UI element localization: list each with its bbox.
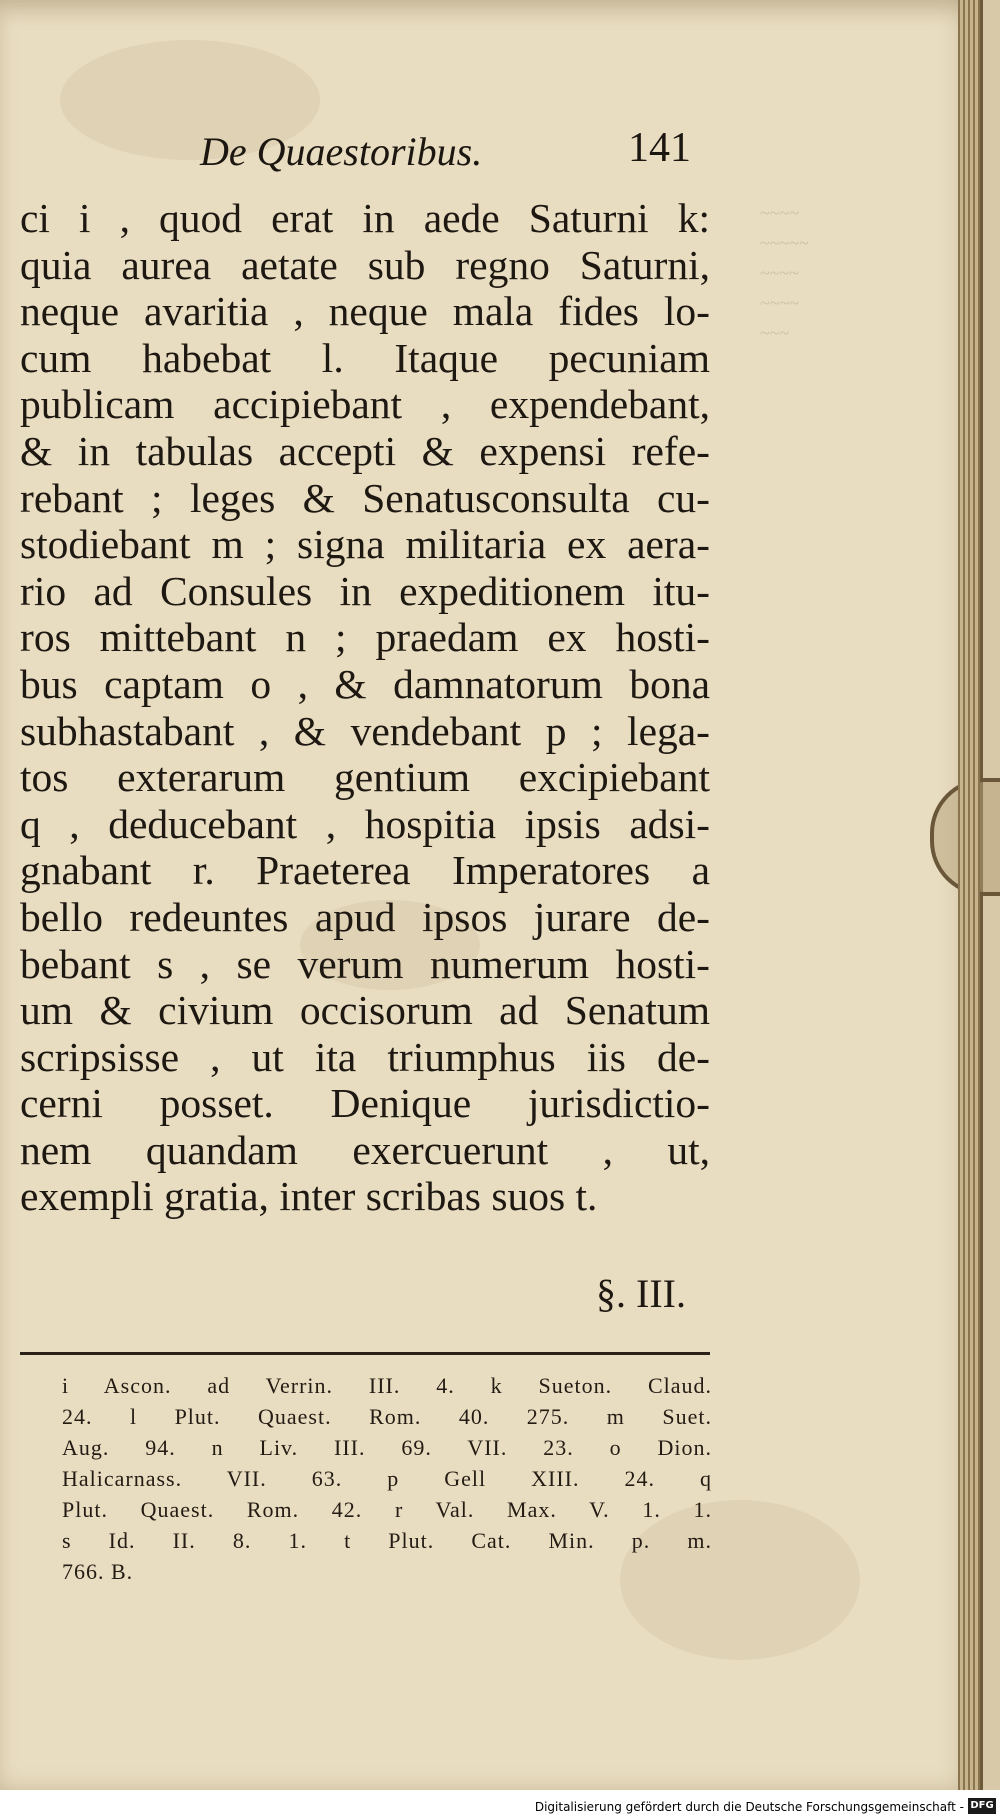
text-line: gnabant r. Praeterea Imperatores a: [20, 847, 710, 894]
text-line: & in tabulas accepti & expensi refe-: [20, 427, 710, 474]
body-text: [20, 195, 710, 1220]
text-line: neque avaritia , neque mala fides lo-: [20, 288, 710, 335]
footnotes: [62, 1370, 712, 1587]
footnote-rule: [20, 1352, 710, 1355]
footnote-line: i Ascon. ad Verrin. III. 4. k Sueton. Claud.: [62, 1373, 712, 1398]
text-line: ros mittebant n ; praedam ex hosti-: [20, 614, 710, 661]
section-mark: §. III.: [596, 1271, 686, 1316]
footnote-line: 766. B.: [62, 1559, 134, 1584]
text-line: nem quandam exercuerunt , ut,: [20, 1126, 710, 1173]
text-line: quia aurea aetate sub regno Saturni,: [20, 241, 710, 288]
text-line: um & civium occisorum ad Senatum: [20, 987, 710, 1034]
text-line: q , deducebant , hospitia ipsis adsi-: [20, 800, 710, 847]
text-line: cerni posset. Denique jurisdictio-: [20, 1080, 710, 1127]
footnote-line: Halicarnass. VII. 63. p Gell XIII. 24. q: [62, 1466, 712, 1491]
text-line: tos exterarum gentium excipiebant: [20, 754, 710, 801]
text-line: stodiebant m ; signa militaria ex aera-: [20, 521, 710, 568]
footnote-line: Aug. 94. n Liv. III. 69. VII. 23. o Dion.: [62, 1435, 712, 1460]
text-line: scripsisse , ut ita triumphus iis de-: [20, 1033, 710, 1080]
text-line: rio ad Consules in expeditionem itu-: [20, 567, 710, 614]
footnote-line: s Id. II. 8. 1. t Plut. Cat. Min. p. m.: [62, 1528, 712, 1553]
show-through-margin: ~~~~ ~~~~~ ~~~~ ~~~~ ~~~: [760, 203, 809, 343]
text-line: bus captam o , & damnatorum bona: [20, 660, 710, 707]
text-line: rebant ; leges & Senatusconsulta cu-: [20, 474, 710, 521]
text-line: subhastabant , & vendebant p ; lega-: [20, 707, 710, 754]
dfg-logo-icon: DFG: [968, 1798, 996, 1814]
digitization-credit: Digitalisierung gefördert durch die Deutsche Forschungsgemeinschaft -: [534, 1800, 964, 1814]
text-line: publicam accipiebant , expendebant,: [20, 381, 710, 428]
page-number: 141: [628, 125, 691, 171]
footnote-line: Plut. Quaest. Rom. 42. r Val. Max. V. 1. 1.: [62, 1497, 712, 1522]
footnote-line: 24. l Plut. Quaest. Rom. 40. 275. m Suet.: [62, 1404, 712, 1429]
footer-bar: [0, 1790, 1000, 1820]
text-line: bello redeuntes apud ipsos jurare de-: [20, 893, 710, 940]
text-line: cum habebat l. Itaque pecuniam: [20, 334, 710, 381]
text-line: ci i , quod erat in aede Saturni k:: [20, 195, 710, 241]
text-line: bebant s , se verum numerum hosti-: [20, 940, 710, 987]
running-head: De Quaestoribus.: [200, 129, 483, 174]
page-edge: [958, 0, 980, 1790]
text-line: exempli gratia, inter scribas suos t.: [20, 1173, 598, 1220]
